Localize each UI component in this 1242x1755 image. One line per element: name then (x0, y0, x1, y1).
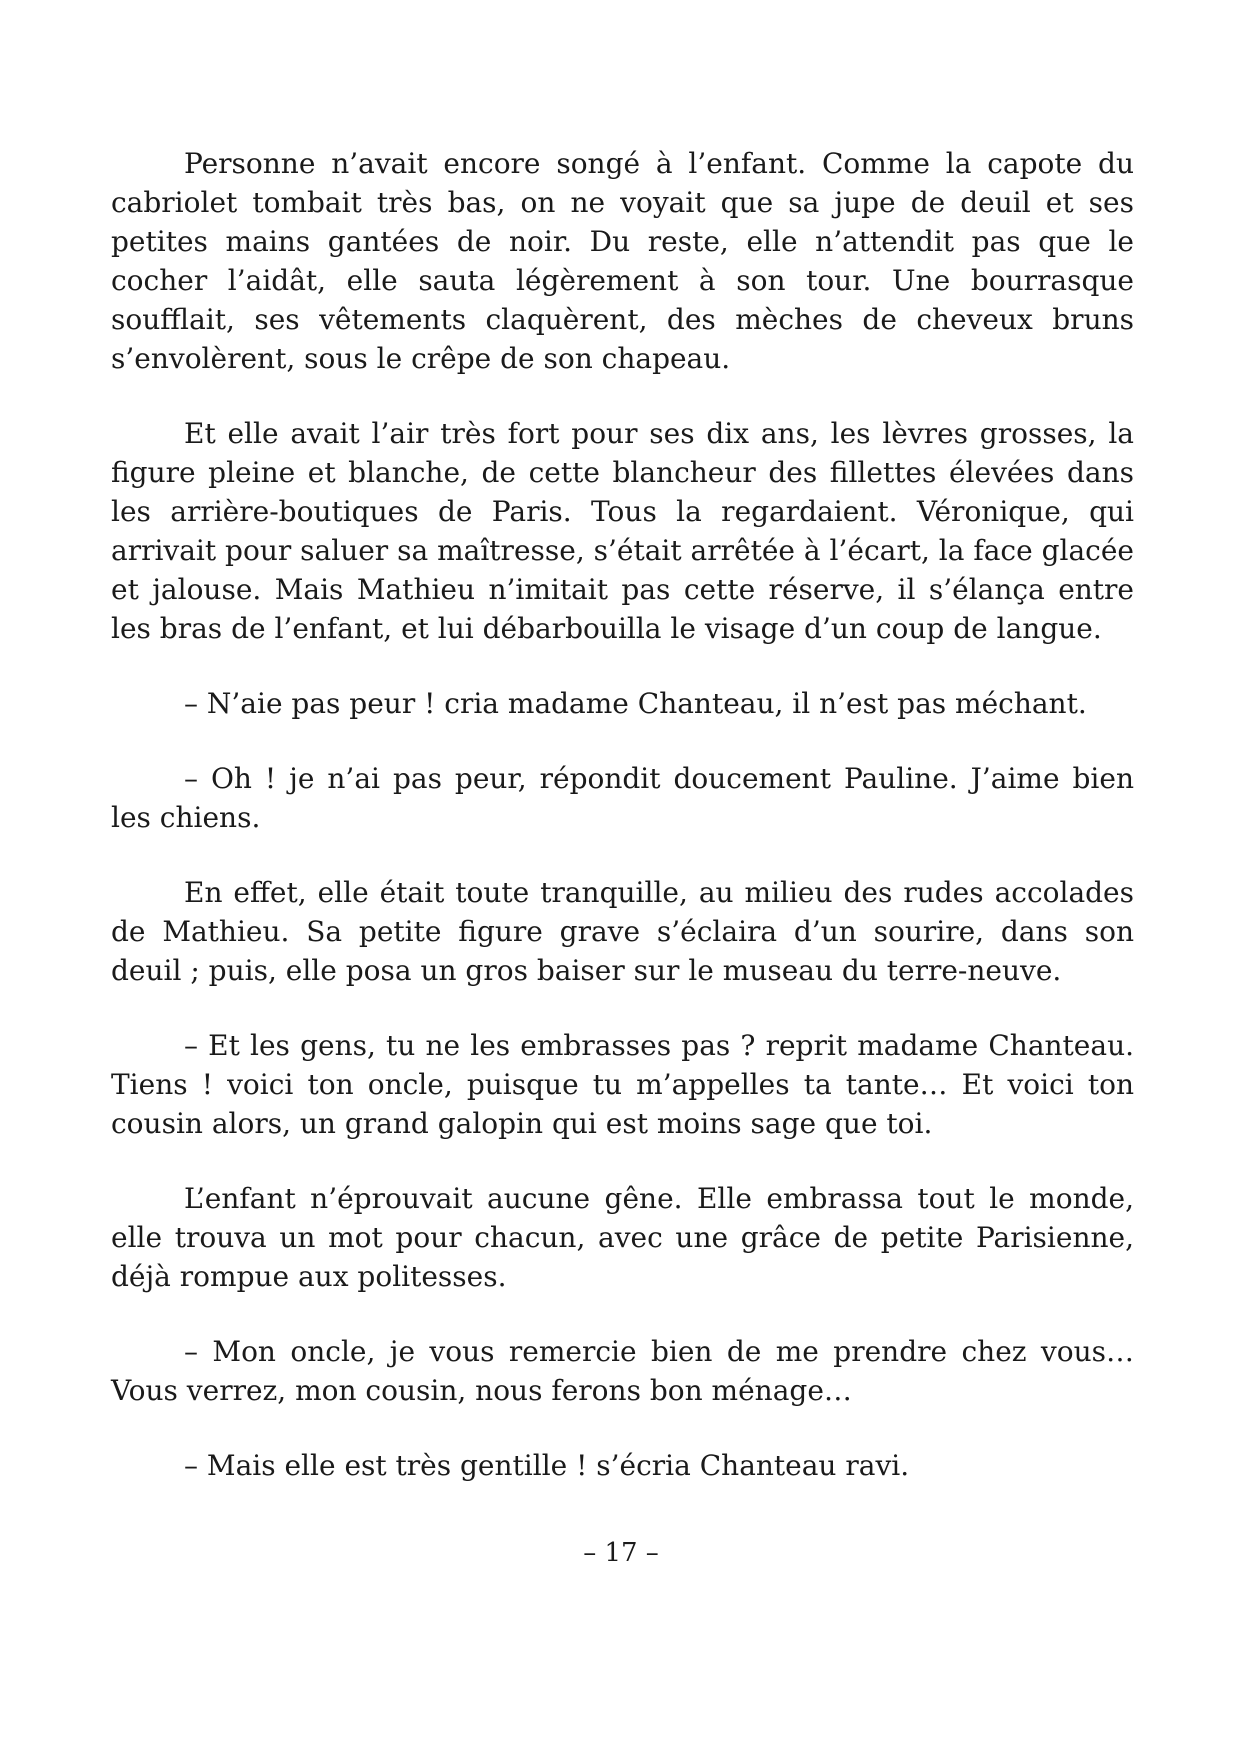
dialogue-line: – Et les gens, tu ne les embrasses pas ? reprit madame Chanteau. Tiens ! voici ton oncle, puisque tu m’appelles ta tante… Et voici ton cousin alors, un grand galopin qui est moins sage que toi. (111, 1029, 1134, 1140)
paragraph: Et elle avait l’air très fort pour ses dix ans, les lèvres grosses, la figure pleine et blanche, de cette blancheur des fillettes élevées dans les arrière-boutiques de Paris. Tous la regardaient. Véronique, qui arrivait pour saluer sa maîtresse, s’était arrêtée à l’écart, la face glacée et jalouse. Mais Mathieu n’imitait pas cette réserve, il s’élança entre les bras de l’enfant, et lui débarbouilla le visage d’un coup de langue. (111, 417, 1134, 645)
dialogue-line: – Mon oncle, je vous remercie bien de me prendre chez vous… Vous verrez, mon cousin, nous ferons bon ménage… (111, 1335, 1134, 1407)
paragraph: L’enfant n’éprouvait aucune gêne. Elle embrassa tout le monde, elle trouva un mot pour chacun, avec une grâce de petite Parisienne, déjà rompue aux politesses. (111, 1182, 1134, 1293)
paragraph: En effet, elle était toute tranquille, au milieu des rudes accolades de Mathieu. Sa petite figure grave s’éclaira d’un sourire, dans son deuil ; puis, elle posa un gros baiser sur le museau du terre-neuve. (111, 876, 1134, 987)
paragraph: Personne n’avait encore songé à l’enfant. Comme la capote du cabriolet tombait très bas, on ne voyait que sa jupe de deuil et ses petites mains gantées de noir. Du reste, elle n’attendit pas que le cocher l’aidât, elle sauta légèrement à son tour. Une bourrasque soufflait, ses vêtements claquèrent, des mèches de cheveux bruns s’envolèrent, sous le crêpe de son chapeau. (111, 147, 1134, 375)
dialogue-line: – Oh ! je n’ai pas peur, répondit doucement Pauline. J’aime bien les chiens. (111, 762, 1134, 834)
page-number: – 17 – (583, 1538, 659, 1568)
dialogue-line: – N’aie pas peur ! cria madame Chanteau, il n’est pas méchant. (184, 687, 1087, 720)
body-text (111, 144, 1134, 1521)
dialogue-line: – Mais elle est très gentille ! s’écria Chanteau ravi. (184, 1449, 910, 1482)
